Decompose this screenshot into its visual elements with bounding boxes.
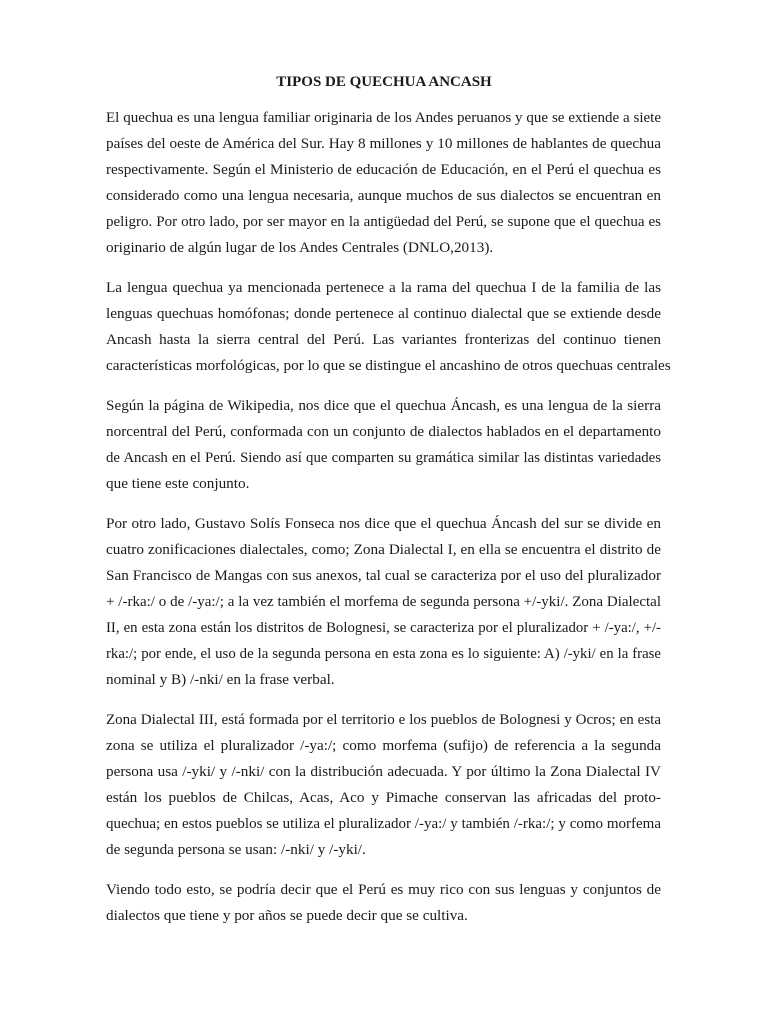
paragraph-line: de Ancash en el Perú. Siendo así que comparten su gramática similar las distintas variedades [106,450,661,466]
paragraph-line: Viendo todo esto, se podría decir que el Perú es muy rico con sus lenguas y conjuntos de [106,881,661,898]
paragraph-line: Ancash hasta la sierra central del Perú. Las variantes fronterizas del continuo tienen [106,331,661,348]
paragraph-line: Zona Dialectal III, está formada por el territorio e los pueblos de Bolognesi y Ocros; en esta [106,712,661,728]
paragraph-line: respectivamente. Según el Ministerio de educación de Educación, en el Perú el quechua es [106,161,661,178]
paragraph-line: zona se utiliza el pluralizador /-ya:/; como morfema (sufijo) de referencia a la segunda [106,737,661,754]
paragraph-line: + /-rka:/ o de /-ya:/; a la vez también el morfema de segunda persona +/-yki/. Zona Dialectal [106,594,661,610]
paragraph-line: características morfológicas, por lo que se distingue el ancashino de otros quechuas centrales [106,357,671,374]
paragraph-line: Por otro lado, Gustavo Solís Fonseca nos dice que el quechua Áncash del sur se divide en [106,515,661,532]
paragraph-line: países del oeste de América del Sur. Hay 8 millones y 10 millones de hablantes de quechua [106,135,661,152]
paragraph-line: que tiene este conjunto. [106,475,250,492]
paragraph-line: nominal y B) /-nki/ en la frase verbal. [106,671,335,688]
paragraph-line: originario de algún lugar de los Andes Centrales (DNLO,2013). [106,239,494,256]
paragraph-line: considerado como una lengua necesaria, aunque muchos de sus dialectos se encuentran en [106,187,661,204]
paragraph-line: están los pueblos de Chilcas, Acas, Aco y Pimache conservan las africadas del proto- [106,789,661,806]
paragraph-line: lenguas quechuas homófonas; donde pertenece al continuo dialectal que se extiende desde [106,305,661,322]
paragraph-line: San Francisco de Mangas con sus anexos, tal cual se caracteriza por el uso del pluralizador [106,567,661,584]
paragraph-line: Según la página de Wikipedia, nos dice que el quechua Áncash, es una lengua de la sierra [106,397,661,414]
paragraph-line: dialectos que tiene y por años se puede decir que se cultiva. [106,907,468,924]
paragraph-line: persona usa /-yki/ y /-nki/ con la distribución adecuada. Y por último la Zona Dialectal IV [106,763,661,780]
paragraph-line: II, en esta zona están los distritos de Bolognesi, se caracteriza por el pluralizador + /-ya:/, +/- [106,620,661,636]
paragraph-line: peligro. Por otro lado, por ser mayor en la antigüedad del Perú, se supone que el quechua es [106,214,661,230]
paragraph-line: de segunda persona se usan: /-nki/ y /-yki/. [106,841,366,858]
paragraph-line: norcentral del Perú, conformada con un conjunto de dialectos hablados en el departamento [106,423,661,440]
paragraph-line: rka:/; por ende, el uso de la segunda persona en esta zona es lo siguiente: A) /-yki/ en la frase [106,646,661,662]
paragraph-line: El quechua es una lengua familiar originaria de los Andes peruanos y que se extiende a siete [106,110,661,126]
document-title: TIPOS DE QUECHUA ANCASH [276,74,492,90]
paragraph-line: quechua; en estos pueblos se utiliza el pluralizador /-ya:/ y también /-rka:/; y como morfema [106,816,661,832]
paragraph-line: cuatro zonificaciones dialectales, como; Zona Dialectal I, en ella se encuentra el distrito de [106,541,661,558]
paragraph-line: La lengua quechua ya mencionada pertenece a la rama del quechua I de la familia de las [106,279,661,296]
